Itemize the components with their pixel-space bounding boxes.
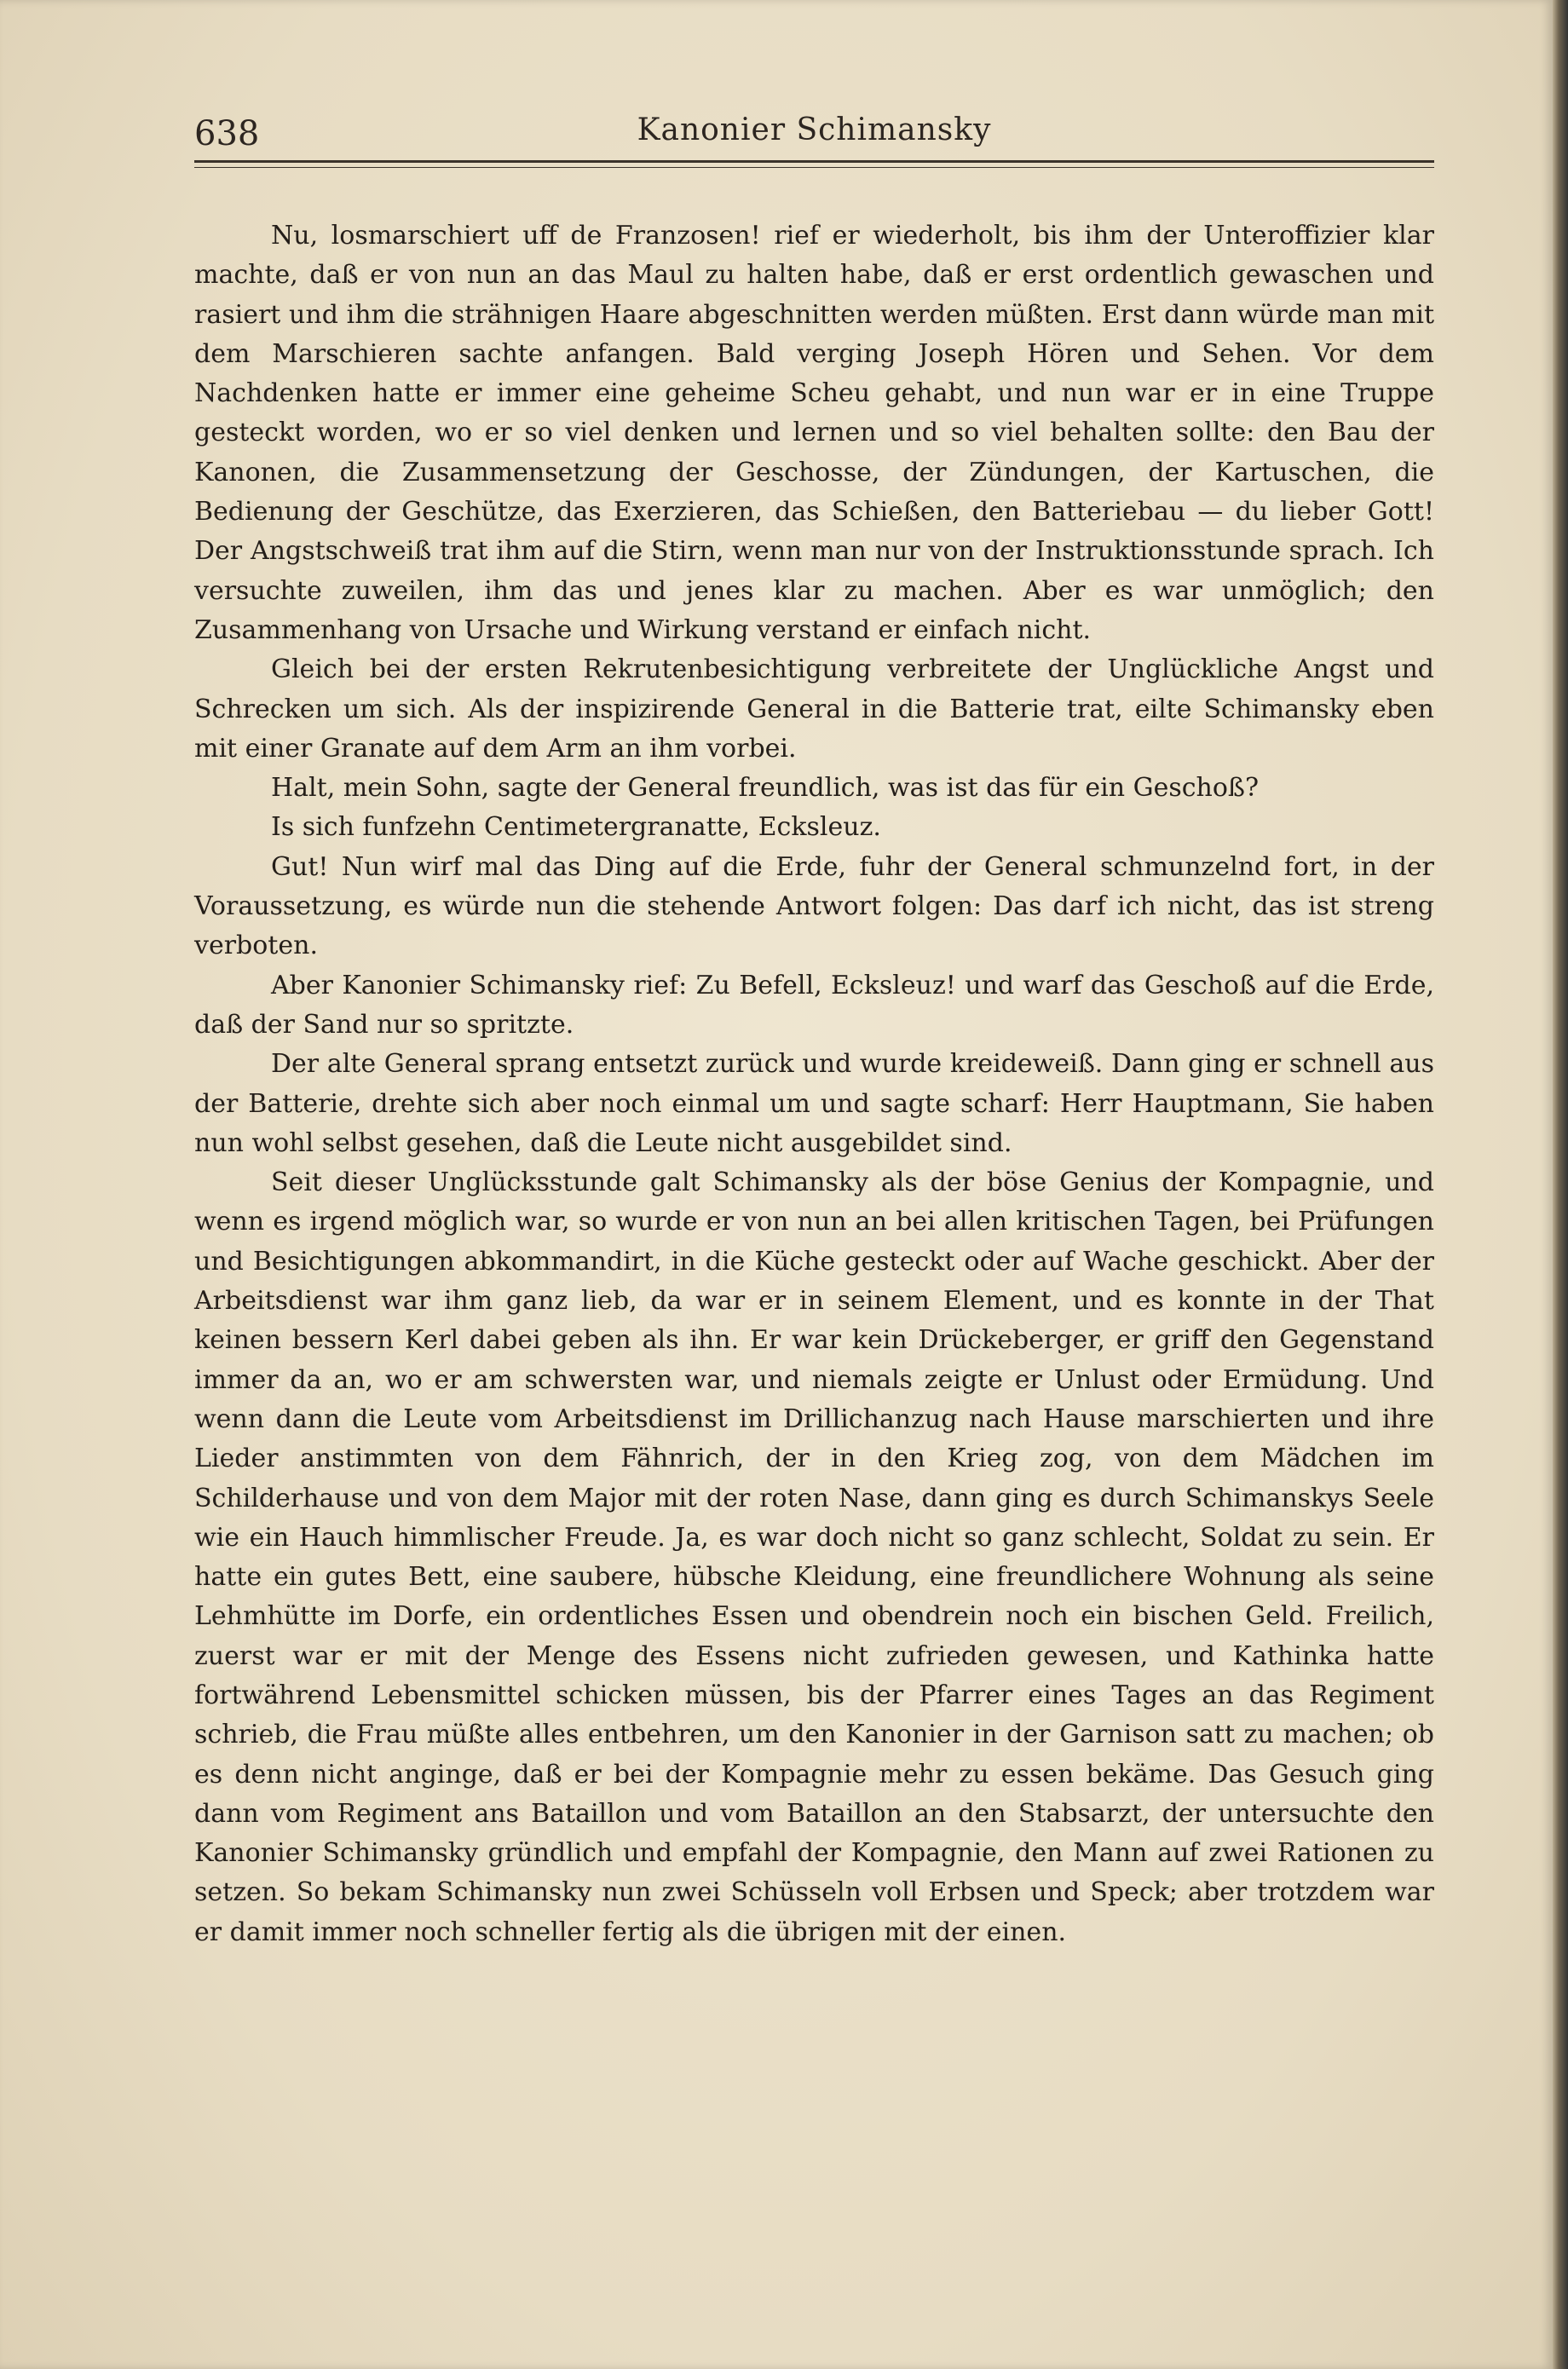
paragraph: Is sich funfzehn Centimetergranatte, Ecksleuz. — [271, 812, 881, 843]
paragraph: Der alte General sprang entsetzt zurück und wurde kreideweiß. Dann ging er schnell aus der Batterie, drehte sich aber noch einmal um und sagte scharf: Herr Hauptmann, Sie haben nun wohl selbst gesehen, daß die Leute nicht ausgebildet sind. — [194, 1049, 1434, 1158]
page-number: 638 — [194, 114, 260, 153]
paragraph: Nu, losmarschiert uff de Franzosen! rief er wiederholt, bis ihm der Unteroffizier klar machte, daß er von nun an das Maul zu halten habe, daß er erst ordentlich gewaschen und rasiert und ihm die strähnigen Haare abgeschnitten werden müßten. Erst dann würde man mit dem Marschieren sachte anfangen. Bald verging Joseph Hören und Sehen. Vor dem Nachdenken hatte er immer eine geheime Scheu gehabt, und nun war er in eine Truppe gesteckt worden, wo er so viel denken und lernen und so viel behalten sollte: den Bau der Kanonen, die Zusammensetzung der Geschosse, der Zündungen, der Kartuschen, die Bedienung der Geschütze, das Exerzieren, das Schießen, den Batteriebau — du lieber Gott! Der Angstschweiß trat ihm auf die Stirn, wenn man nur von der Instruktionsstunde sprach. Ich versuchte zuweilen, ihm das und jenes klar zu machen. Aber es war unmöglich; den Zusammenhang von Ursache und Wirkung verstand er einfach nicht. — [194, 221, 1434, 645]
running-title: Kanonier Schimansky — [637, 112, 992, 147]
paragraph: Halt, mein Sohn, sagte der General freundlich, was ist das für ein Geschoß? — [271, 773, 1260, 804]
header-rule-thick — [194, 160, 1434, 163]
paragraph: Aber Kanonier Schimansky rief: Zu Befell, Ecksleuz! und warf das Geschoß auf die Erde, daß der Sand nur so spritzte. — [194, 970, 1434, 1040]
header-rule-thin — [194, 167, 1434, 168]
body-text — [194, 216, 1434, 2151]
page-header — [194, 109, 1434, 160]
paragraph: Seit dieser Unglücksstunde galt Schimansky als der böse Genius der Kompagnie, und wenn es irgend möglich war, so wurde er von nun an bei allen kritischen Tagen, bei Prüfungen und Besichtigungen abkommandirt, in die Küche gesteckt oder auf Wache geschickt. Aber der Arbeitsdienst war ihm ganz lieb, da war er in seinem Element, und es konnte in der That keinen bessern Kerl dabei geben als ihn. Er war kein Drückeberger, er griff den Gegenstand immer da an, wo er am schwersten war, und niemals zeigte er Unlust oder Ermüdung. Und wenn dann die Leute vom Arbeitsdienst im Drillichanzug nach Hause marschierten und ihre Lieder anstimmten von dem Fähnrich, der in den Krieg zog, von dem Mädchen im Schilderhause und von dem Major mit der roten Nase, dann ging es durch Schimanskys Seele wie ein Hauch himmlischer Freude. Ja, es war doch nicht so ganz schlecht, Soldat zu sein. Er hatte ein gutes Bett, eine saubere, hübsche Kleidung, eine freundlichere Wohnung als seine Lehmhütte im Dorfe, ein ordentliches Essen und obendrein noch ein bischen Geld. Freilich, zuerst war er mit der Menge des Essens nicht zufrieden gewesen, und Kathinka hatte fortwährend Lebensmittel schicken müssen, bis der Pfarrer eines Tages an das Regiment schrieb, die Frau müßte alles entbehren, um den Kanonier in der Garnison satt zu machen; ob es denn nicht anginge, daß er bei der Kompagnie mehr zu essen bekäme. Das Gesuch ging dann vom Regiment ans Bataillon und vom Bataillon an den Stabsarzt, der untersuchte den Kanonier Schimansky gründlich und empfahl der Kompagnie, den Mann auf zwei Rationen zu setzen. So bekam Schimansky nun zwei Schüsseln voll Erbsen und Speck; aber trotzdem war er damit immer noch schneller fertig als die übrigen mit der einen. — [194, 1167, 1434, 1947]
paragraph: Gleich bei der ersten Rekrutenbesichtigung verbreitete der Unglückliche Angst und Schrecken um sich. Als der inspizirende General in die Batterie trat, eilte Schimansky eben mit einer Granate auf dem Arm an ihm vorbei. — [194, 654, 1434, 764]
paragraph: Gut! Nun wirf mal das Ding auf die Erde, fuhr der General schmunzelnd fort, in der Voraussetzung, es würde nun die stehende Antwort folgen: Das darf ich nicht, das ist streng verboten. — [194, 851, 1434, 961]
page-edge-shadow — [1553, 0, 1568, 2369]
